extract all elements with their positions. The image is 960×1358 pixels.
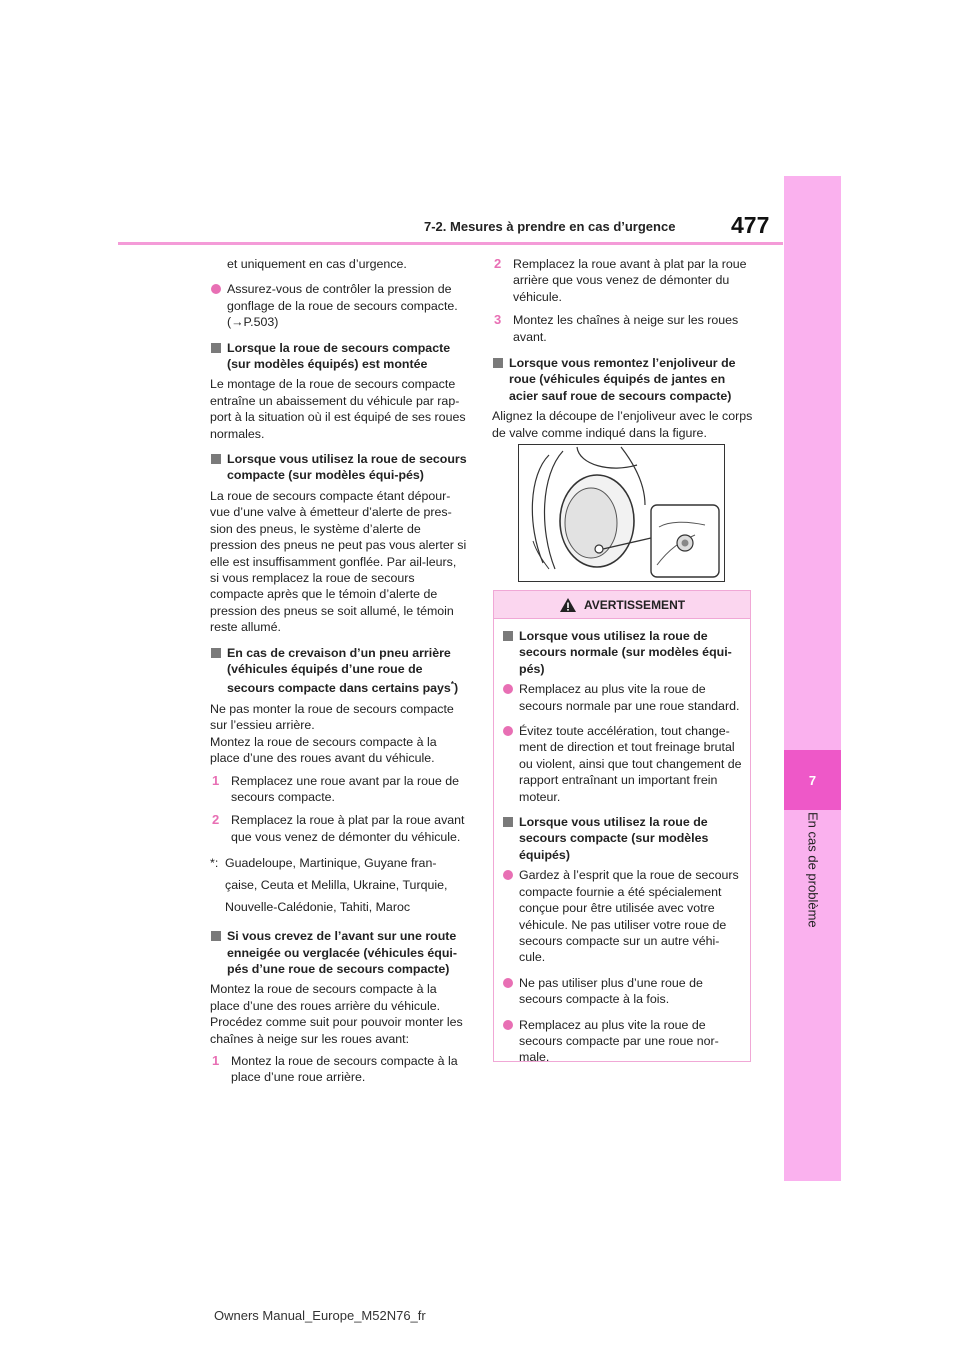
heading-rear-tire-puncture: En cas de crevaison d’un pneu arrière (véhicules équipés d’une roue de secours compacte dans certains pays*) bbox=[210, 645, 468, 697]
square-bullet-icon bbox=[503, 817, 513, 827]
step-number: 2 bbox=[494, 256, 502, 271]
header-rule bbox=[118, 242, 783, 245]
paragraph: Montez la roue de secours compacte à la place d’une des roues avant du véhicule. bbox=[210, 734, 437, 766]
square-bullet-icon bbox=[211, 648, 221, 658]
right-column bbox=[492, 256, 754, 450]
step-number: 1 bbox=[212, 772, 220, 788]
chapter-label: En cas de problème bbox=[805, 812, 821, 928]
wheel-cap-illustration bbox=[519, 445, 724, 581]
list-item: Gardez à l’esprit que la roue de secours compacte fournie a été spécialement conçue pour être utilisée avec votre véhicule. Ne pas utiliser votre roue de secours compacte sur un autre véhi-cule. bbox=[502, 867, 742, 965]
heading-wheel-cap: Lorsque vous remontez l’enjoliveur de roue (véhicules équipés de jantes en acier sauf roue de secours compacte) bbox=[492, 355, 754, 404]
intro-continuation: et uniquement en cas d’urgence. bbox=[227, 257, 407, 271]
heading-front-puncture-snow: Si vous crevez de l’avant sur une route enneigée ou verglacée (véhicules équi-pés d’une roue de secours compacte) bbox=[210, 928, 468, 977]
heading-using-compact-spare: Lorsque vous utilisez la roue de secours compacte (sur modèles équi-pés) bbox=[210, 451, 468, 484]
step-number: 1 bbox=[212, 1052, 220, 1068]
bullet-dot-icon bbox=[503, 726, 513, 736]
chapter-side-tab bbox=[784, 176, 841, 1181]
step-number: 2 bbox=[212, 812, 220, 828]
warning-triangle-icon bbox=[559, 597, 577, 613]
page-number: 477 bbox=[731, 212, 770, 238]
heading-mounted-compact-spare: Lorsque la roue de secours compacte (sur modèles équipés) est montée bbox=[210, 340, 468, 373]
warning-body bbox=[494, 619, 750, 1066]
list-item: Ne pas utiliser plus d’une roue de secours compacte à la fois. bbox=[502, 975, 742, 1008]
bullet-dot-icon bbox=[211, 284, 221, 294]
paragraph: Ne pas monter la roue de secours compacte sur l’essieu arrière. bbox=[210, 701, 454, 733]
step-item: 2 Remplacez la roue à plat par la roue avant que vous venez de démonter du véhicule. bbox=[212, 812, 465, 844]
paragraph: Le montage de la roue de secours compacte entraîne un abaissement du véhicule par rap-port à la situation où il est équipé de ses roues normales. bbox=[210, 377, 466, 441]
warning-title: AVERTISSEMENT bbox=[583, 597, 686, 612]
square-bullet-icon bbox=[503, 631, 513, 641]
bullet-dot-icon bbox=[503, 978, 513, 988]
square-bullet-icon bbox=[211, 454, 221, 464]
bullet-dot-icon bbox=[503, 684, 513, 694]
square-bullet-icon bbox=[211, 931, 221, 941]
step-item: 2 Remplacez la roue avant à plat par la roue arrière que vous venez de démonter du véhicule. bbox=[494, 256, 747, 304]
step-item: 1 Remplacez une roue avant par la roue de secours compacte. bbox=[212, 772, 459, 804]
footnote-mark: *: bbox=[210, 856, 219, 871]
list-item: Remplacez au plus vite la roue de secours normale par une roue standard. bbox=[502, 681, 742, 714]
list-item: Remplacez au plus vite la roue de secours compacte par une roue nor-male. bbox=[502, 1017, 742, 1066]
footnote: *: Guadeloupe, Martinique, Guyane fran-çaise, Ceuta et Melilla, Ukraine, Turquie, Nouvelle-Calédonie, Tahiti, Maroc bbox=[210, 852, 468, 918]
square-bullet-icon bbox=[493, 358, 503, 368]
step-item: 1 Montez la roue de secours compacte à la place d’une roue arrière. bbox=[212, 1052, 458, 1085]
step-item: 3 Montez les chaînes à neige sur les roues avant. bbox=[494, 312, 739, 344]
bullet-dot-icon bbox=[503, 1020, 513, 1030]
step-number: 3 bbox=[494, 312, 502, 328]
warning-heading-normal-spare: Lorsque vous utilisez la roue de secours normale (sur modèles équi-pés) bbox=[502, 628, 742, 677]
footer-document-id: Owners Manual_Europe_M52N76_fr bbox=[214, 1308, 426, 1323]
left-column bbox=[210, 256, 468, 1093]
chapter-number-tab: 7 bbox=[784, 750, 841, 810]
square-bullet-icon bbox=[211, 343, 221, 353]
bullet-dot-icon bbox=[503, 870, 513, 880]
list-item: Assurez-vous de contrôler la pression de gonflage de la roue de secours compacte. (→P.503) bbox=[210, 281, 468, 330]
warning-heading-compact-spare: Lorsque vous utilisez la roue de secours compacte (sur modèles équipés) bbox=[502, 814, 742, 863]
warning-header bbox=[494, 591, 750, 619]
section-title: 7-2. Mesures à prendre en cas d’urgence bbox=[424, 219, 676, 234]
wheel-cap-figure bbox=[518, 444, 725, 582]
paragraph: La roue de secours compacte étant dépour-vue d’une valve à émetteur d’alerte de pres-sion des pneus, le système d’alerte de pression des pneus ne peut pas vous alerter si elle est insuffisamment gonflée. Par ail-leurs, si vous remplacez la roue de secours compacte après que le témoin d’alerte de pression des pneus se soit allumé, le témoin reste allumé. bbox=[210, 488, 467, 635]
list-item: Évitez toute accélération, tout change-ment de direction et tout freinage brutal ou violent, ainsi que tout changement de rapport entraînant un important frein moteur. bbox=[502, 723, 742, 805]
paragraph: Montez la roue de secours compacte à la place d’une des roues arrière du véhicule. Procédez comme suit pour pouvoir monter les chaînes à neige sur les roues avant: bbox=[210, 982, 463, 1046]
paragraph: Alignez la découpe de l’enjoliveur avec le corps de valve comme indiqué dans la figure. bbox=[492, 409, 753, 440]
warning-box bbox=[493, 590, 751, 1065]
